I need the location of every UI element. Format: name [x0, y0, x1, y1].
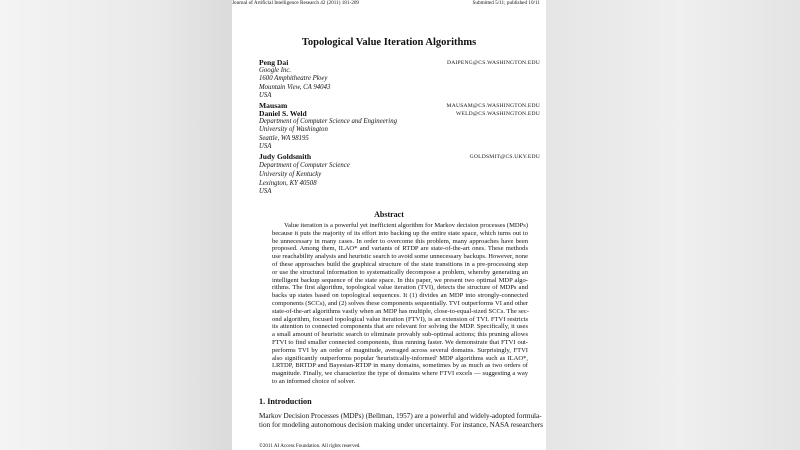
- author-name: Judy Goldsmith: [259, 152, 312, 161]
- text-line: proposed. Among them, ILAO* and variants of RTDP are state-of-the-art ones. These methods: [272, 245, 528, 253]
- author-affiliation: [259, 67, 330, 100]
- author-name: Mausam: [259, 101, 288, 110]
- text-line: a small amount of heuristic search to eliminate provably sub-optimal actions; this pruning allows: [272, 331, 528, 339]
- author-name: Daniel S. Weld: [259, 109, 307, 118]
- text-line: intelligent backup sequence of the state space. In this paper, we present two optimal MDP algo-: [272, 276, 528, 284]
- affiliation-line: 1600 Amphitheatre Pkwy: [259, 75, 328, 83]
- abstract-heading: Abstract: [374, 210, 404, 219]
- text-line: ond algorithm, focused topological value iteration (FTVI), is an extension of TVI. FTVI restricts: [272, 315, 528, 323]
- text-line: state-of-the-art algorithms vastly when an MDP has multiple, close-to-equal-sized SCCs. The sec-: [272, 307, 529, 315]
- text-line: magnitude. Finally, we characterize the type of domains where FTVI excels — suggesting a way: [272, 370, 528, 378]
- text-line: Value iteration is a powerful yet inefficient algorithm for Markov decision processes (MDPs): [284, 222, 528, 229]
- author-email[interactable]: MAUSAM@CS.WASHINGTON.EDU: [446, 103, 540, 109]
- copyright-footer: ©2011 AI Access Foundation. All rights reserved.: [259, 443, 361, 449]
- text-line: to an informed choice of solver.: [272, 377, 356, 385]
- affiliation-line: USA: [259, 91, 272, 99]
- affiliation-line: Google Inc.: [259, 67, 292, 74]
- introduction-body: [259, 412, 543, 431]
- affiliation-line: Department of Computer Science: [259, 162, 350, 169]
- text-line: components (SCCs), and (2) solves these components sequentially. TVI outperforms VI and other: [272, 299, 529, 307]
- text-line: tion for modeling autonomous decision making under uncertainty. For instance, NASA researchers: [259, 421, 543, 430]
- submission-info: Submitted 5/11; published 10/11: [472, 0, 540, 6]
- text-line: also significantly outperforms popular 'heuristically-informed' MDP algorithms such as ILAO*,: [272, 354, 528, 362]
- affiliation-line: USA: [259, 188, 272, 196]
- affiliation-line: Seattle, WA 98195: [259, 134, 309, 142]
- text-line: Markov Decision Processes (MDPs) (Bellman, 1957) are a powerful and widely-adopted formula-: [259, 412, 542, 420]
- affiliation-line: University of Washington: [259, 126, 328, 134]
- affiliation-line: Lexington, KY 40508: [259, 179, 317, 187]
- affiliation-line: University of Kentucky: [259, 170, 322, 178]
- journal-header: Journal of Artificial Intelligence Research 42 (2011) 181-209: [232, 0, 360, 6]
- text-line: LRTDP, BRTDP and Bayesian-RTDP in many domains, sometimes by as much as two orders of: [272, 362, 528, 370]
- text-line: its attention to connected components that are relevant for solving the MDP. Specifically, it uses: [272, 323, 528, 331]
- author-affiliation: [259, 162, 350, 197]
- abstract-body: [272, 222, 528, 386]
- paper-title: Topological Value Iteration Algorithms: [301, 37, 477, 48]
- author-email[interactable]: WELD@CS.WASHINGTON.EDU: [455, 111, 540, 117]
- text-line: because it puts the majority of its effort into backing up the entire state space, which turns out to: [272, 229, 528, 237]
- text-line: performs TVI by an order of magnitude, averaged across several domains. Surprisingly, FTVI: [272, 346, 528, 354]
- affiliation-line: Mountain View, CA 94043: [259, 83, 331, 91]
- text-line: rithms. The first algorithm, topological value iteration (TVI), detects the structure of MDPs and: [272, 284, 528, 292]
- author-name: Peng Dai: [259, 58, 289, 67]
- affiliation-line: Department of Computer Science and Engineering: [259, 118, 397, 125]
- section-heading: 1. Introduction: [259, 397, 312, 406]
- text-line: use reachability analysis and heuristic search to avoid some unnecessary backups. However, none: [272, 253, 528, 261]
- text-line: of these approaches build the graphical structure of the state transitions in a pre-processing step: [272, 260, 528, 268]
- paper-page: [232, 0, 546, 450]
- text-line: FTVI to find smaller connected components, thus running faster. We demonstrate that FTVI out-: [272, 338, 528, 346]
- affiliation-line: USA: [259, 142, 272, 150]
- text-line: be unnecessary in many cases. In order to overcome this problem, many approaches have been: [272, 237, 528, 245]
- author-affiliation: [259, 118, 397, 151]
- author-email[interactable]: DAIPENG@CS.WASHINGTON.EDU: [446, 60, 540, 66]
- author-email[interactable]: GOLDSMIT@CS.UKY.EDU: [469, 154, 540, 160]
- text-line: or use the structural information to systematically decompose a problem, whereby generating an: [272, 268, 528, 276]
- text-line: backs up states based on topological sequences. It (1) divides an MDP into strongly-connected: [272, 292, 528, 300]
